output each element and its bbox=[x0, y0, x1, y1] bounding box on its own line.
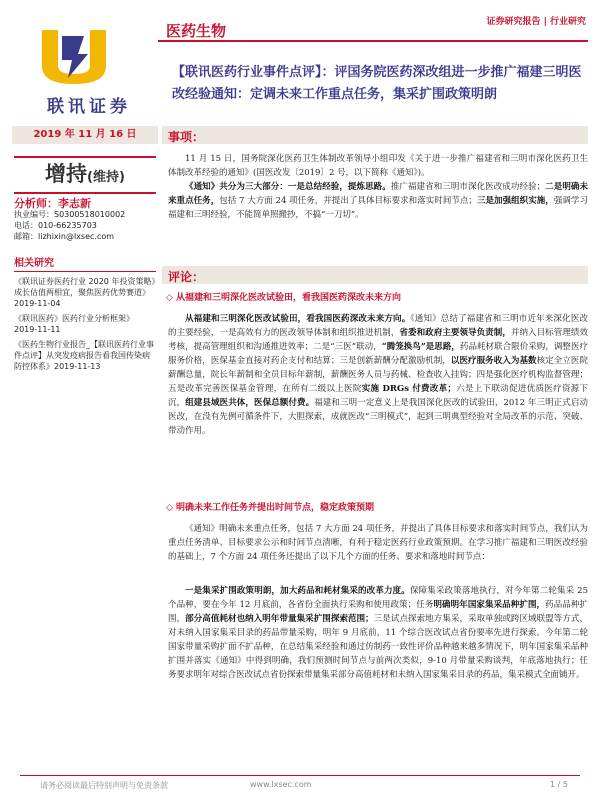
analyst-cert: 执业编号：S0300518010002 bbox=[14, 210, 126, 219]
analyst-email: 邮箱：lizhixin@lxsec.com bbox=[14, 232, 115, 241]
related-item[interactable]: 《医药生物行业报告_【联讯医药行业事件点评】从突发疫病报告看我国传染病防控体系》2019-11-13 bbox=[14, 340, 154, 371]
footer-divider bbox=[20, 775, 580, 776]
report-tag: 证券研究报告 | 行业研究 bbox=[486, 17, 586, 27]
event-section-bar bbox=[162, 126, 588, 144]
comment-paragraph-3: 一是集采扩围政策明朗，加大药品和耗材集采的改革力度。保障集采政策落地执行，对今年第二轮集采 25 个品种，要在今年 12 月底前，各省份全面执行采购和使用政策；任务明确明年国家集采品种扩围，药品品种扩围，部分高值耗材也纳入明年带量集采扩围探索范围；三是试点探索地方集采，采取单独或跨区域联盟等方式，对未纳入国家集采目录的药品带量采购，明年 9 月底前，11 个综合医改试点省份要率先进行探索。今年第二轮国家带量采购扩面不扩品种，在总结集采经验和通过仿制药一致性评价品种越来越多情况下，明年国家集采品种扩围并落实《通知》中得到明确，我们预测时间节点与前两次类似，9-10 月带量采购谈判，年底落地执行；任务要求明年对综合医改试点省份探索带量集采部分高值耗材和未纳入国家集采目录的药品，集采模式全面铺开。 bbox=[168, 586, 588, 680]
comment-paragraph-2: 《通知》明确未来重点任务，包括 7 大方面 24 项任务，并提出了具体目标要求和落实时间节点，我们认为重点任务清单、目标要求公示和时间节点清晰，有利于稳定医药行业政策预期。在学习推广福建和三明医改经验的基础上，7 个方面 24 项任务还提出了以下几个方面的任务、要求和落地时间节点： bbox=[168, 524, 588, 562]
event-body bbox=[168, 152, 588, 222]
footer-disclaimer-link[interactable]: 请务必阅读最后特别声明与免责条款 bbox=[40, 781, 168, 790]
logo-mark-icon bbox=[38, 26, 110, 86]
comment-body-2 bbox=[168, 522, 588, 564]
footer-website-link[interactable]: www.lxsec.com bbox=[250, 780, 312, 789]
rating-main: 增持 bbox=[45, 162, 88, 186]
rating bbox=[14, 158, 156, 188]
page-number: 1 / 5 bbox=[550, 780, 568, 789]
analyst-phone: 电话：010-66235703 bbox=[14, 221, 97, 230]
related-item[interactable]: 《联讯医药》医药行业分析框架》2019-11-11 bbox=[14, 314, 134, 334]
analyst-block bbox=[14, 198, 156, 242]
subheading-1: ◇ 从福建和三明深化医改试验田，看我国医药深改未来方向 bbox=[166, 293, 402, 303]
comment-body-1 bbox=[168, 312, 588, 438]
comment-body-3 bbox=[168, 584, 588, 682]
report-headline: 【联讯医药行业事件点评】：评国务院医药深改组进一步推广福建三明医改经验通知：定调未来工作重点任务，集采扩围政策明朗 bbox=[172, 65, 582, 102]
analyst-label: 分析师： bbox=[14, 197, 58, 210]
comment-section-bar bbox=[162, 266, 588, 284]
sector-name: 医药生物 bbox=[166, 22, 227, 40]
related-item[interactable]: 《联讯证券医药行业 2020 年投资策略》成长估值两相宜，聚焦医药优势赛道》2019-11-04 bbox=[14, 277, 156, 308]
rating-sub: (维持) bbox=[87, 170, 125, 185]
comment-title: 评论： bbox=[168, 270, 205, 284]
logo bbox=[38, 26, 110, 86]
subheading-2: ◇ 明确未来工作任务并提出时间节点，稳定政策预期 bbox=[166, 503, 375, 513]
comment-paragraph-1: 从福建和三明深化医改试验田，看我国医药深改未来方向。《通知》总结了福建省和三明市近年来深化医改的主要经验，一是高效有力的医改领导体制和组织推进机制，省委和政府主要领导负责制，并纳入目标管理绩效考核，提高管理组织和沟通推进效率；二是“三医”联动，“腾笼换鸟”是思路，药品耗材联合限价采购，调整医疗服务价格，医保基金直接对药企支付和结算；三是创新薪酬分配激励机制，以医疗服务收入为基数核定全立医院薪酬总量，院长年薪制和全员目标年薪制，薪酬医务人员与药械、检查收入挂钩；四是强化医疗机构监督管理；五是改革完善医保基金管理，在所有二级以上医院实施 DRGs 付费改革；六是上下联动促进优质医疗资源下沉，组建县域医共体，医保总额付费。福建和三明一定意义上是我国深化医改的试验田，2012 年三明正式启动医改，在没有先例可循条件下，大胆探索，成就医改“三明模式”，起到三明典型经验对全局改革的示范、突破、带动作用。 bbox=[168, 314, 588, 436]
related-title: 相关研究 bbox=[14, 258, 54, 269]
analyst-name: 李志新 bbox=[58, 197, 91, 210]
event-paragraph-1: 11 月 15 日，国务院深化医药卫生体制改革领导小组印发《关于进一步推广福建省和三明市深化医药卫生体制改革经验的通知》(国医改发〔2019〕2 号，以下简称《通知》)。 bbox=[168, 154, 588, 178]
logo-text: 联讯证券 bbox=[47, 97, 131, 117]
related-research bbox=[14, 258, 156, 372]
event-title: 事项： bbox=[168, 130, 205, 144]
report-date: 2019 年 11 月 16 日 bbox=[12, 126, 158, 144]
event-paragraph-2: 《通知》共分为三大部分：一是总结经验，提炼思路。推广福建省和三明市深化医改成功经验；二是明确未来重点任务，包括 7 大方面 24 项任务，并提出了具体目标要求和落实时间节点；三是加强组织实施，强调学习福建和三明经验，不能简单照搬抄，不搞“一刀切”。 bbox=[168, 182, 588, 220]
